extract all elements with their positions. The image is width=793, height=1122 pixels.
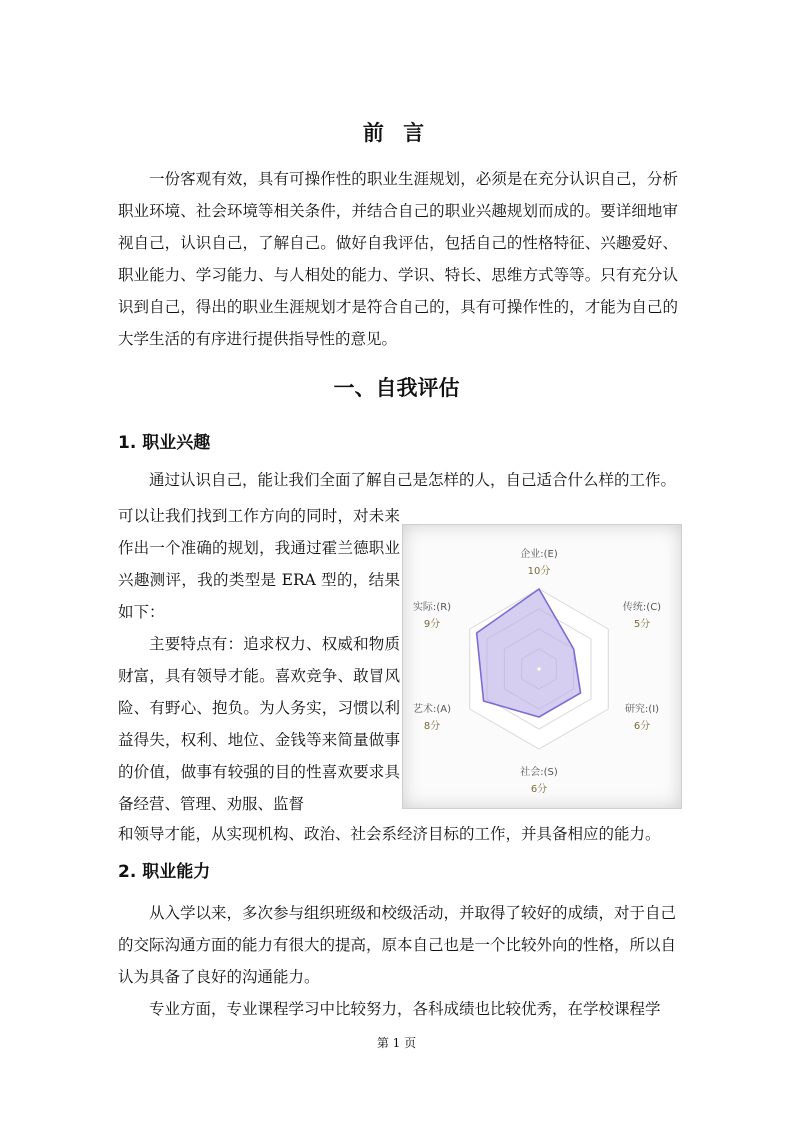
radar-center-point [537,667,541,671]
ability-paragraph-2: 专业方面，专业课程学习中比较努力，各科成绩也比较优秀，在学校课程学 [149,1000,661,1018]
radar-score-label: 5分 [633,619,651,630]
heading-career-ability: 2. 职业能力 [118,862,211,882]
interest-wrapped-intro: 可以让我们找到工作方向的同时，对未来作出一个准确的规划，我通过霍兰德职业兴趣测评，我的类型是 ERA 型的，结果如下： [118,507,400,621]
radar-axis-label: 企业:(E) [520,549,558,560]
radar-score-label: 9分 [423,619,441,630]
section-title-self-assessment: 一、自我评估 [333,376,460,400]
radar-axis-label: 研究:(I) [624,704,660,715]
radar-svg [403,525,681,808]
preface-paragraph: 一份客观有效，具有可操作性的职业生涯规划，必须是在充分认识自己，分析职业环境、社会环境等相关条件，并结合自己的职业兴趣规划而成的。要详细地审视自己，认识自己，了解自己。做好自我评估，包括自己的性格特征、兴趣爱好、职业能力、学习能力、与人相处的能力、学识、特长、思维方式等等。只有充分认识到自己，得出的职业生涯规划才是符合自己的，具有可操作性的，才能为自己的大学生活的有序进行提供指导性的意见。 [118,170,678,348]
radar-score-label: 10分 [527,566,551,577]
radar-axis-label: 传统:(C) [622,602,662,613]
ability-paragraph-1: 从入学以来，多次参与组织班级和校级活动，并取得了较好的成绩，对于自己的交际沟通方面的能力有很大的提高，原本自己也是一个比较外向的性格，所以自认为具备了良好的沟通能力。 [118,904,677,986]
holland-radar-chart [402,524,682,809]
radar-axis-label: 社会:(S) [520,767,558,778]
radar-score-label: 6分 [530,784,548,795]
interest-wrapped-traits: 主要特点有：追求权力、权威和物质财富，具有领导才能。喜欢竞争、敢冒风险、有野心、抱负。为人务实，习惯以利益得失，权利、地位、金钱等来简量做事的价值，做事有较强的目的性喜欢要求具备经营、管理、劝服、监督 [118,635,400,813]
radar-axis-label: 艺术:(A) [412,704,452,715]
interest-intro-line: 通过认识自己，能让我们全面了解自己是怎样的人，自己适合什么样的工作。 [149,471,677,489]
preface-title: 前 言 [362,121,431,145]
heading-career-interest: 1. 职业兴趣 [118,433,211,453]
radar-score-label: 6分 [633,721,651,732]
interest-last-line: 和领导才能，从实现机构、政治、社会系经济目标的工作，并具备相应的能力。 [118,825,661,843]
page-number: 第 1 页 [376,1036,417,1050]
radar-score-label: 8分 [423,721,441,732]
radar-axis-label: 实际:(R) [412,602,452,613]
